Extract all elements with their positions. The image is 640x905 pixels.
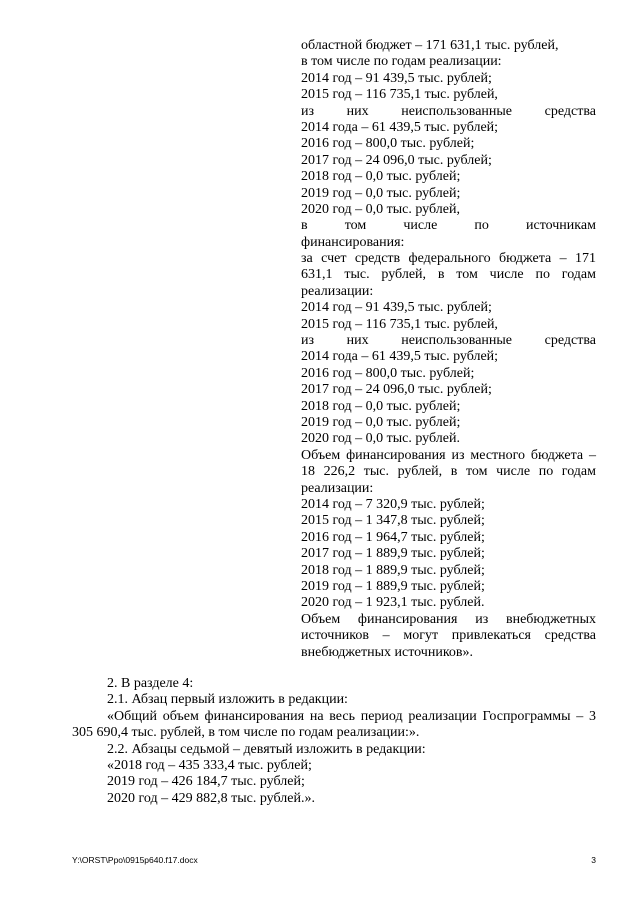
year-2019-local: 2019 год – 1 889,9 тыс. рублей; [301,578,485,594]
year-2015-local: 2015 год – 1 347,8 тыс. рублей; [301,513,485,529]
year-2019-federal: 2019 год – 0,0 тыс. рублей; [301,415,461,431]
quote-year-2020: 2020 год – 429 882,8 тыс. рублей.». [107,790,315,806]
item-2-heading: 2. В разделе 4: [107,676,194,691]
year-2018-local: 2018 год – 1 889,9 тыс. рублей; [301,562,485,578]
year-2016-local: 2016 год – 1 964,7 тыс. рублей; [301,529,485,545]
federal-budget-paragraph: за счет средств федерального бюджета – 171 631,1 тыс. рублей, в том числе по годам реализации: [301,251,596,299]
amendments-section [72,676,596,807]
extrabudgetary-paragraph: Объем финансирования из внебюджетных источников – могут привлекаться средства внебюджетных источников». [301,611,596,660]
unused-funds-line: из них неиспользованные средства [301,103,596,119]
regional-budget-total: областной бюджет – 171 631,1 тыс. рублей, [301,38,559,53]
year-2018-regional: 2018 год – 0,0 тыс. рублей; [301,169,461,185]
year-2020-regional: 2020 год – 0,0 тыс. рублей, [301,201,460,217]
year-2016-federal: 2016 год – 800,0 тыс. рублей; [301,365,475,381]
year-2020-federal: 2020 год – 0,0 тыс. рублей. [301,431,460,447]
quote-year-2019: 2019 год – 426 184,7 тыс. рублей; [107,774,305,790]
unused-funds-amount-federal: 2014 года – 61 439,5 тыс. рублей; [301,349,499,365]
year-2014-regional: 2014 год – 91 439,5 тыс. рублей; [301,70,492,86]
sources-line: в том числе по источникам [301,218,596,234]
item-2-2-heading: 2.2. Абзацы седьмой – девятый изложить в редакции: [107,741,426,757]
year-2017-federal: 2017 год – 24 096,0 тыс. рублей; [301,382,492,398]
local-budget-paragraph: Объем финансирования из местного бюджета – 18 226,2 тыс. рублей, в том числе по годам реализации: [301,447,596,496]
quote-year-2018: «2018 год – 435 333,4 тыс. рублей; [107,757,312,773]
year-2019-regional: 2019 год – 0,0 тыс. рублей; [301,185,461,201]
year-2018-federal: 2018 год – 0,0 тыс. рублей; [301,398,461,414]
passport-financing-column [301,38,596,661]
year-2015-regional: 2015 год – 116 735,1 тыс. рублей, [301,87,498,103]
year-2015-federal: 2015 год – 116 735,1 тыс. рублей, [301,316,498,332]
by-years-heading: в том числе по годам реализации: [301,54,502,70]
year-2017-regional: 2017 год – 24 096,0 тыс. рублей; [301,152,492,168]
year-2014-federal: 2014 год – 91 439,5 тыс. рублей; [301,300,492,316]
unused-funds-line-federal: из них неиспользованные средства [301,333,596,349]
file-path: Y:\ORST\Ppo\0915p640.f17.docx [72,855,198,865]
year-2016-regional: 2016 год – 800,0 тыс. рублей; [301,136,475,152]
general-financing-quote: «Общий объем финансирования на весь период реализации Госпрограммы – 3 305 690,4 тыс. рублей, в том числе по годам реализации:». [72,708,596,741]
item-2-1-heading: 2.1. Абзац первый изложить в редакции: [107,692,348,708]
year-2017-local: 2017 год – 1 889,9 тыс. рублей; [301,546,485,562]
sources-continuation: финансирования: [301,234,405,250]
page-number: 3 [591,855,596,865]
unused-funds-amount: 2014 года – 61 439,5 тыс. рублей; [301,119,499,135]
year-2014-local: 2014 год – 7 320,9 тыс. рублей; [301,497,485,513]
year-2020-local: 2020 год – 1 923,1 тыс. рублей. [301,595,485,611]
